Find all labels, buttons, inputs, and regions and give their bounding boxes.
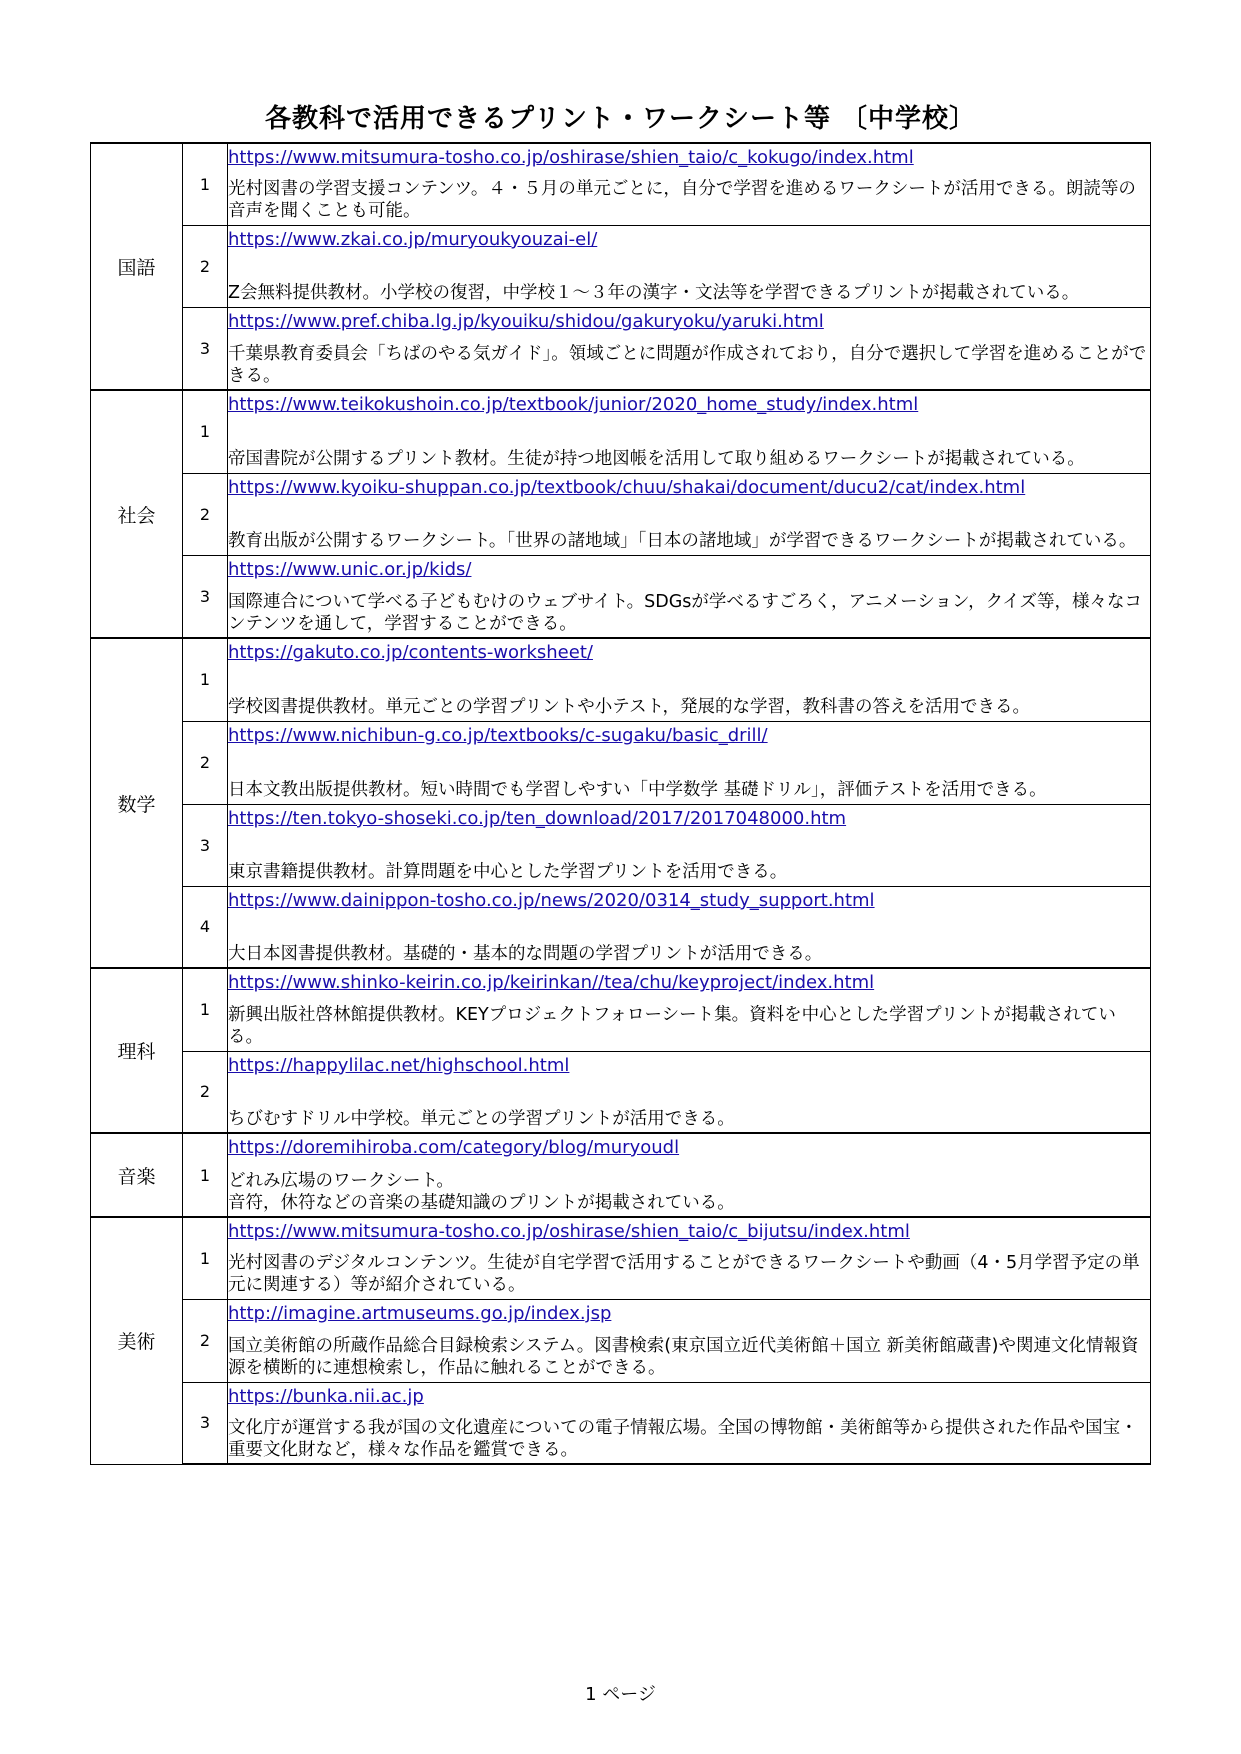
- resource-cell: [228, 638, 1151, 721]
- subject-cell: 美術: [91, 1217, 183, 1464]
- resource-link[interactable]: https://www.nichibun-g.co.jp/textbooks/c-sugaku/basic_drill/: [228, 725, 768, 746]
- row-number: 2: [183, 473, 228, 555]
- table-row: [91, 307, 1151, 390]
- resource-cell: [228, 390, 1151, 473]
- table-row: [91, 886, 1151, 968]
- resource-link[interactable]: https://gakuto.co.jp/contents-worksheet/: [228, 642, 593, 664]
- resource-cell: [228, 1382, 1151, 1464]
- resource-description: 国立美術館の所蔵作品総合目録検索システム。図書検索(東京国立近代美術館＋国立 新美術館蔵書)や関連文化情報資源を横断的に連想検索し，作品に触れることができる。: [228, 1336, 1139, 1378]
- resource-cell: [228, 1299, 1151, 1382]
- row-number: 2: [183, 721, 228, 804]
- resource-table: [90, 142, 1151, 1465]
- resource-link[interactable]: https://www.unic.or.jp/kids/: [228, 558, 472, 580]
- row-number: 3: [183, 555, 228, 638]
- resource-description: Z会無料提供教材。小学校の復習，中学校１～３年の漢字・文法等を学習できるプリントが掲載されている。: [228, 283, 1080, 303]
- resource-description: 光村図書の学習支援コンテンツ。４・５月の単元ごとに，自分で学習を進めるワークシートが活用できる。朗読等の音声を聞くことも可能。: [228, 179, 1136, 222]
- resource-description: ちびむすドリル中学校。単元ごとの学習プリントが活用できる。: [228, 1108, 735, 1129]
- table-row: [91, 1217, 1151, 1299]
- resource-description: どれみ広場のワークシート。 音符，休符などの音楽の基礎知識のプリントが掲載されている。: [228, 1171, 735, 1213]
- row-number: 1: [183, 1133, 228, 1217]
- resource-description: 教育出版が公開するワークシート。「世界の諸地域」「日本の諸地域」が学習できるワークシートが掲載されている。: [228, 531, 1137, 551]
- resource-link[interactable]: https://ten.tokyo-shoseki.co.jp/ten_download/2017/2017048000.htm: [228, 808, 847, 829]
- row-number: 2: [183, 1051, 228, 1133]
- row-number: 2: [183, 225, 228, 307]
- table-row: [91, 390, 1151, 473]
- table-row: [91, 638, 1151, 721]
- table-row: [91, 225, 1151, 307]
- table-row: [91, 968, 1151, 1051]
- row-number: 1: [183, 968, 228, 1051]
- resource-description: 国際連合について学べる子どもむけのウェブサイト。SDGsが学べるすごろく，アニメーション，クイズ等，様々なコンテンツを通して，学習することができる。: [228, 591, 1143, 634]
- resource-description: 新興出版社啓林館提供教材。KEYプロジェクトフォローシート集。資料を中心とした学習プリントが掲載されている。: [228, 1005, 1116, 1048]
- subject-cell: 数学: [91, 638, 183, 968]
- resource-description: 千葉県教育委員会「ちばのやる気ガイド」。領域ごとに問題が作成されており，自分で選択して学習を進めることができる。: [228, 343, 1147, 386]
- row-number: 3: [183, 1382, 228, 1464]
- row-number: 4: [183, 886, 228, 968]
- resource-link[interactable]: https://www.pref.chiba.lg.jp/kyouiku/shidou/gakuryoku/yaruki.html: [228, 310, 824, 332]
- resource-link[interactable]: https://www.shinko-keirin.co.jp/keirinkan//tea/chu/keyproject/index.html: [228, 972, 875, 994]
- resource-description: 日本文教出版提供教材。短い時間でも学習しやすい「中学数学 基礎ドリル」，評価テストを活用できる。: [228, 780, 1047, 800]
- table-row: [91, 721, 1151, 804]
- subject-cell: 音楽: [91, 1133, 183, 1217]
- resource-cell: [228, 1217, 1151, 1299]
- page-title: 各教科で活用できるプリント・ワークシート等 〔中学校〕: [264, 104, 976, 134]
- resource-cell: [228, 968, 1151, 1051]
- resource-cell: [228, 804, 1151, 886]
- table-row: [91, 804, 1151, 886]
- resource-link[interactable]: https://bunka.nii.ac.jp: [228, 1385, 424, 1407]
- subject-cell: 理科: [91, 968, 183, 1133]
- row-number: 1: [183, 1217, 228, 1299]
- resource-description: 東京書籍提供教材。計算問題を中心とした学習プリントを活用できる。: [228, 862, 788, 882]
- row-number: 1: [183, 143, 228, 225]
- resource-link[interactable]: https://www.dainippon-tosho.co.jp/news/2020/0314_study_support.html: [228, 889, 875, 911]
- resource-description: 光村図書のデジタルコンテンツ。生徒が自宅学習で活用することができるワークシートや動画（4・5月学習予定の単元に関連する）等が紹介されている。: [228, 1253, 1140, 1296]
- table-row: [91, 555, 1151, 638]
- resource-cell: [228, 473, 1151, 555]
- resource-link[interactable]: https://happylilac.net/highschool.html: [228, 1054, 570, 1076]
- resource-link[interactable]: https://www.mitsumura-tosho.co.jp/oshirase/shien_taio/c_kokugo/index.html: [228, 147, 914, 169]
- row-number: 1: [183, 390, 228, 473]
- resource-link[interactable]: http://imagine.artmuseums.go.jp/index.jsp: [228, 1303, 612, 1324]
- resource-link[interactable]: https://www.zkai.co.jp/muryoukyouzai-el/: [228, 229, 598, 250]
- subject-cell: 国語: [91, 143, 183, 390]
- resource-description: 帝国書院が公開するプリント教材。生徒が持つ地図帳を活用して取り組めるワークシートが掲載されている。: [228, 449, 1085, 470]
- table-row: [91, 1051, 1151, 1133]
- subject-cell: 社会: [91, 390, 183, 638]
- row-number: 3: [183, 804, 228, 886]
- page-number: 1 ページ: [585, 1684, 656, 1705]
- table-row: [91, 1299, 1151, 1382]
- row-number: 1: [183, 638, 228, 721]
- resource-link[interactable]: https://www.mitsumura-tosho.co.jp/oshirase/shien_taio/c_bijutsu/index.html: [228, 1221, 910, 1243]
- row-number: 3: [183, 307, 228, 390]
- resource-cell: [228, 307, 1151, 390]
- resource-description: 大日本図書提供教材。基礎的・基本的な問題の学習プリントが活用できる。: [228, 943, 823, 964]
- table-row: [91, 143, 1151, 225]
- table-row: [91, 473, 1151, 555]
- resource-description: 学校図書提供教材。単元ごとの学習プリントや小テスト，発展的な学習，教科書の答えを活用できる。: [228, 697, 1031, 718]
- table-row: [91, 1382, 1151, 1464]
- row-number: 2: [183, 1299, 228, 1382]
- resource-cell: [228, 225, 1151, 307]
- resource-description: 文化庁が運営する我が国の文化遺産についての電子情報広場。全国の博物館・美術館等から提供された作品や国宝・重要文化財など，様々な作品を鑑賞できる。: [228, 1417, 1138, 1460]
- resource-link[interactable]: https://www.teikokushoin.co.jp/textbook/junior/2020_home_study/index.html: [228, 394, 919, 416]
- resource-link[interactable]: https://doremihiroba.com/category/blog/muryoudl: [228, 1137, 680, 1158]
- resource-cell: [228, 143, 1151, 225]
- table-row: [91, 1133, 1151, 1217]
- resource-cell: [228, 886, 1151, 968]
- resource-cell: [228, 555, 1151, 638]
- resource-cell: [228, 721, 1151, 804]
- resource-cell: [228, 1051, 1151, 1133]
- resource-cell: [228, 1133, 1151, 1217]
- resource-link[interactable]: https://www.kyoiku-shuppan.co.jp/textbook/chuu/shakai/document/ducu2/cat/index.html: [228, 477, 1026, 498]
